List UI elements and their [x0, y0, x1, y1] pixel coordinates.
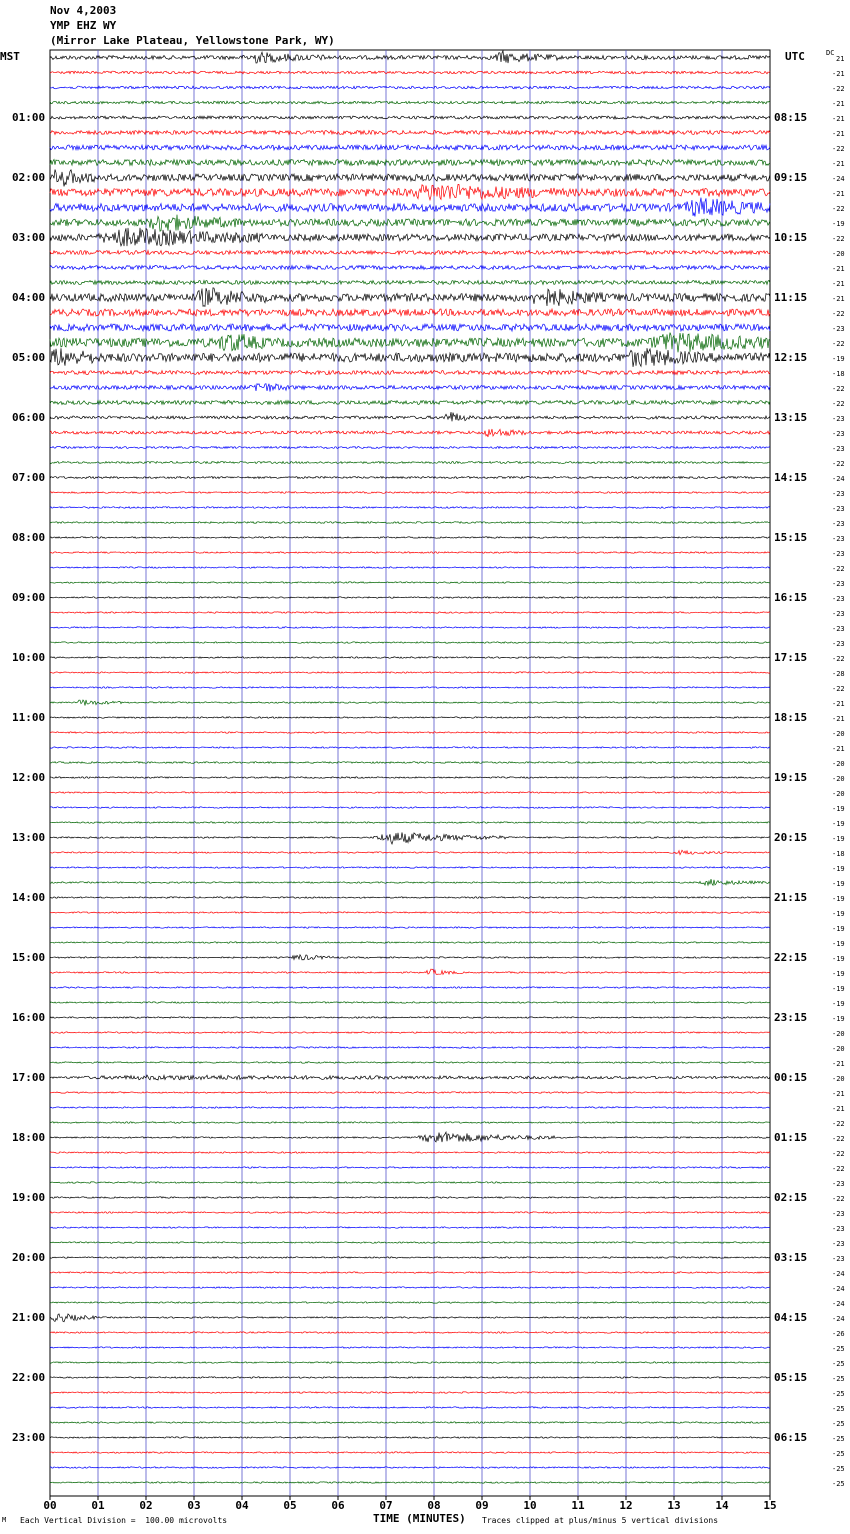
seismogram-trace-79: [50, 1242, 770, 1243]
left-hour-label: 14:00: [12, 890, 46, 904]
seismogram-trace-61: [50, 969, 770, 974]
right-hour-label: 22:15: [774, 950, 808, 964]
seismogram-trace-9: [50, 184, 770, 200]
seismogram-trace-26: [50, 447, 770, 449]
dc-offset-label: -22: [832, 384, 845, 393]
dc-offset-label: -25: [832, 1434, 845, 1443]
dc-offset-label: -21: [832, 159, 845, 168]
dc-offset-label: -21: [832, 69, 845, 78]
seismogram-trace-36: [50, 597, 770, 598]
dc-offset-label: -22: [832, 1164, 845, 1173]
dc-offset-label: -18: [832, 849, 845, 858]
dc-offset-label: -22: [832, 459, 845, 468]
seismogram-trace-58: [50, 927, 770, 928]
seismogram-trace-72: [50, 1132, 770, 1142]
dc-offset-label: -19: [832, 864, 845, 873]
seismogram-trace-10: [50, 198, 770, 217]
dc-offset-label: -23: [832, 444, 845, 453]
station-label: YMP EHZ WY: [50, 19, 117, 32]
dc-offset-label: -23: [832, 489, 845, 498]
seismogram-trace-28: [50, 477, 770, 479]
dc-offset-label: -24: [832, 474, 845, 483]
dc-offset-label: -24: [832, 1314, 845, 1323]
seismogram-trace-49: [50, 792, 770, 793]
seismogram-trace-8: [50, 170, 770, 187]
right-hour-label: 14:15: [774, 470, 808, 484]
x-axis-title: TIME (MINUTES): [373, 1512, 466, 1525]
left-hour-label: 08:00: [12, 530, 46, 544]
left-hour-label: 12:00: [12, 770, 46, 784]
dc-offset-label: -21: [832, 189, 845, 198]
dc-offset-label: -23: [832, 1179, 845, 1188]
seismogram-trace-11: [50, 215, 770, 232]
seismogram-trace-62: [50, 987, 770, 988]
dc-offset-label: -21: [832, 99, 845, 108]
seismogram-trace-56: [50, 897, 770, 898]
dc-offset-label: -25: [832, 1344, 845, 1353]
dc-offset-label: -21: [832, 1089, 845, 1098]
seismogram-trace-74: [50, 1167, 770, 1168]
dc-offset-label: -20: [832, 1074, 845, 1083]
dc-offset-label: -19: [832, 939, 845, 948]
dc-offset-label: -19: [832, 354, 845, 363]
x-tick-label: 05: [283, 1499, 297, 1512]
dc-offset-label: -22: [832, 1149, 845, 1158]
dc-offset-label: -22: [832, 144, 845, 153]
seismogram-trace-12: [50, 228, 770, 246]
seismogram-trace-51: [50, 822, 770, 823]
seismogram-trace-23: [50, 401, 770, 405]
dc-offset-label: -22: [832, 564, 845, 573]
dc-offset-label: -20: [832, 759, 845, 768]
dc-offset-label: -23: [832, 1239, 845, 1248]
dc-offset-label: -19: [832, 1014, 845, 1023]
seismogram-trace-88: [50, 1377, 770, 1378]
seismogram-trace-75: [50, 1182, 770, 1183]
dc-offset-label: -21: [832, 114, 845, 123]
right-hour-label: 03:15: [774, 1250, 808, 1264]
dc-offset-label: -21: [832, 699, 845, 708]
left-hour-label: 06:00: [12, 410, 46, 424]
dc-offset-label: -19: [832, 954, 845, 963]
seismogram-trace-73: [50, 1152, 770, 1153]
dc-label: DC: [826, 49, 835, 57]
seismogram-trace-15: [50, 281, 770, 285]
dc-offset-label: -22: [832, 684, 845, 693]
left-hour-label: 19:00: [12, 1190, 46, 1204]
right-hour-label: 12:15: [774, 350, 808, 364]
dc-offset-label: -22: [832, 1119, 845, 1128]
x-tick-label: 12: [619, 1499, 633, 1512]
right-timezone-label: UTC: [785, 50, 805, 63]
dc-offset-label: -23: [832, 534, 845, 543]
left-hour-label: 16:00: [12, 1010, 46, 1024]
dc-offset-label: -19: [832, 984, 845, 993]
seismogram-trace-85: [50, 1332, 770, 1333]
dc-offset-label: -24: [832, 174, 845, 183]
seismogram-trace-6: [50, 145, 770, 150]
dc-offset-label: -23: [832, 639, 845, 648]
right-hour-label: 13:15: [774, 410, 808, 424]
left-timezone-label: MST: [0, 50, 20, 63]
dc-offset-label: -25: [832, 1449, 845, 1458]
left-hour-label: 03:00: [12, 230, 46, 244]
dc-offset-label: -23: [832, 504, 845, 513]
seismogram-trace-55: [50, 879, 770, 885]
seismogram-trace-1: [50, 71, 770, 74]
left-hour-label: 10:00: [12, 650, 46, 664]
location-label: (Mirror Lake Plateau, Yellowstone Park, WY): [50, 34, 335, 47]
seismogram-traces: [50, 51, 770, 1483]
seismogram-trace-53: [50, 850, 770, 855]
dc-offset-label: -20: [832, 249, 845, 258]
left-hour-label: 20:00: [12, 1250, 46, 1264]
left-hour-label: 15:00: [12, 950, 46, 964]
seismogram-trace-25: [50, 429, 770, 437]
seismogram-trace-63: [50, 1002, 770, 1003]
x-tick-label: 08: [427, 1499, 441, 1512]
right-hour-label: 11:15: [774, 290, 808, 304]
seismogram-trace-83: [50, 1302, 770, 1303]
seismogram-trace-3: [50, 101, 770, 104]
seismogram-trace-16: [50, 288, 770, 307]
dc-offset-label: -21: [832, 279, 845, 288]
dc-offset-label: -20: [832, 789, 845, 798]
dc-offset-label: -25: [832, 1374, 845, 1383]
dc-offset-label: -23: [832, 324, 845, 333]
dc-offset-label: -25: [832, 1464, 845, 1473]
right-hour-label: 00:15: [774, 1070, 808, 1084]
right-hour-label: 04:15: [774, 1310, 808, 1324]
seismogram-trace-46: [50, 747, 770, 748]
x-axis: [43, 1496, 776, 1512]
seismogram-trace-5: [50, 131, 770, 135]
dc-offset-label: -19: [832, 999, 845, 1008]
seismogram-trace-21: [50, 371, 770, 375]
seismogram-trace-65: [50, 1032, 770, 1033]
x-tick-label: 09: [475, 1499, 489, 1512]
left-hour-label: 04:00: [12, 290, 46, 304]
dc-offset-label: -23: [832, 579, 845, 588]
dc-offset-label: -23: [832, 549, 845, 558]
seismogram-trace-94: [50, 1467, 770, 1468]
seismogram-trace-44: [50, 717, 770, 718]
seismogram-trace-95: [50, 1482, 770, 1483]
seismogram-trace-20: [50, 348, 770, 367]
dc-offset-label: -23: [832, 519, 845, 528]
x-tick-label: 14: [715, 1499, 729, 1512]
left-hour-label: 11:00: [12, 710, 46, 724]
right-hour-label: 01:15: [774, 1130, 808, 1144]
dc-offset-label: -19: [832, 804, 845, 813]
dc-offset-label: -22: [832, 399, 845, 408]
seismogram-trace-91: [50, 1422, 770, 1423]
left-hour-label: 23:00: [12, 1430, 46, 1444]
dc-offset-label: -23: [832, 1254, 845, 1263]
x-tick-label: 07: [379, 1499, 393, 1512]
dc-offset-label: -23: [832, 594, 845, 603]
dc-offset-label: -21: [832, 714, 845, 723]
dc-offset-label: -19: [832, 924, 845, 933]
left-hour-label: 02:00: [12, 170, 46, 184]
dc-offset-label: -19: [832, 969, 845, 978]
date-label: Nov 4,2003: [50, 4, 117, 17]
seismogram-trace-37: [50, 612, 770, 613]
dc-offset-label: 21: [836, 54, 845, 63]
seismogram-trace-33: [50, 552, 770, 553]
dc-offset-label: -25: [832, 1359, 845, 1368]
right-hour-label: 08:15: [774, 110, 808, 124]
seismogram-trace-2: [50, 86, 770, 89]
dc-offset-label: -23: [832, 1224, 845, 1233]
dc-offset-label: -25: [832, 1389, 845, 1398]
dc-offset-label: -21: [832, 294, 845, 303]
dc-offset-label: -26: [832, 1329, 845, 1338]
dc-offset-label: -22: [832, 654, 845, 663]
right-hour-label: 10:15: [774, 230, 808, 244]
seismogram-trace-47: [50, 762, 770, 764]
right-hour-label: 05:15: [774, 1370, 808, 1384]
right-hour-label: 20:15: [774, 830, 808, 844]
left-hour-label: 18:00: [12, 1130, 46, 1144]
x-tick-label: 01: [91, 1499, 105, 1512]
dc-offset-label: -20: [832, 774, 845, 783]
dc-offset-label: -19: [832, 894, 845, 903]
seismogram-trace-14: [50, 266, 770, 270]
seismogram-trace-0: [50, 51, 770, 63]
seismogram-trace-69: [50, 1092, 770, 1093]
right-hour-label: 19:15: [774, 770, 808, 784]
seismogram-trace-7: [50, 160, 770, 166]
seismogram-trace-19: [50, 333, 770, 353]
seismogram-trace-22: [50, 384, 770, 392]
corner-mark: M: [2, 1516, 7, 1524]
right-hour-label: 23:15: [774, 1010, 808, 1024]
dc-offset-label: -18: [832, 369, 845, 378]
x-tick-label: 03: [187, 1499, 201, 1512]
x-tick-label: 02: [139, 1499, 153, 1512]
scale-note: Each Vertical Division = 100.00 microvolts: [20, 1516, 228, 1525]
seismogram-trace-87: [50, 1362, 770, 1363]
dc-offset-label: -20: [832, 729, 845, 738]
right-hour-label: 06:15: [774, 1430, 808, 1444]
seismogram-trace-50: [50, 807, 770, 808]
seismogram-trace-18: [50, 324, 770, 331]
dc-offset-label: -22: [832, 339, 845, 348]
dc-offset-label: -19: [832, 219, 845, 228]
dc-offset-label: -19: [832, 834, 845, 843]
dc-offset-label: -19: [832, 819, 845, 828]
x-tick-label: 04: [235, 1499, 249, 1512]
dc-offset-label: -21: [832, 1059, 845, 1068]
x-tick-label: 11: [571, 1499, 585, 1512]
x-tick-label: 10: [523, 1499, 537, 1512]
dc-offset-label: -21: [832, 744, 845, 753]
dc-offset-label: -22: [832, 234, 845, 243]
left-hour-label: 07:00: [12, 470, 46, 484]
seismogram-trace-81: [50, 1272, 770, 1273]
seismogram-trace-31: [50, 522, 770, 524]
dc-offset-label: -23: [832, 1209, 845, 1218]
dc-offset-label: -24: [832, 1284, 845, 1293]
dc-offset-label: -24: [832, 1269, 845, 1278]
x-tick-label: 06: [331, 1499, 345, 1512]
dc-offset-label: -23: [832, 624, 845, 633]
seismogram-trace-78: [50, 1227, 770, 1228]
left-hour-label: 13:00: [12, 830, 46, 844]
dc-offset-label: -22: [832, 309, 845, 318]
dc-offset-label: -25: [832, 1479, 845, 1488]
seismogram-trace-92: [50, 1437, 770, 1438]
x-tick-label: 15: [763, 1499, 777, 1512]
seismogram-trace-59: [50, 942, 770, 943]
seismogram-trace-67: [50, 1062, 770, 1063]
dc-offset-label: -19: [832, 909, 845, 918]
seismogram-trace-39: [50, 642, 770, 643]
dc-offset-label: -25: [832, 1404, 845, 1413]
seismogram-trace-30: [50, 507, 770, 509]
seismogram-trace-43: [50, 700, 770, 706]
seismogram-trace-68: [50, 1075, 770, 1080]
seismogram-trace-4: [50, 116, 770, 119]
seismogram-trace-17: [50, 309, 770, 316]
dc-offset-label: -20: [832, 1044, 845, 1053]
dc-offset-label: -22: [832, 204, 845, 213]
x-tick-label: 00: [43, 1499, 57, 1512]
seismogram-trace-29: [50, 492, 770, 494]
seismogram-trace-13: [50, 251, 770, 255]
seismogram-trace-71: [50, 1122, 770, 1123]
dc-offset-label: -22: [832, 84, 845, 93]
seismogram-trace-40: [50, 657, 770, 658]
dc-offset-label: -23: [832, 429, 845, 438]
dc-offset-label: -21: [832, 264, 845, 273]
seismogram-trace-54: [50, 867, 770, 868]
seismogram-trace-84: [50, 1314, 770, 1322]
dc-offset-label: -22: [832, 1194, 845, 1203]
clip-note: Traces clipped at plus/minus 5 vertical divisions: [482, 1516, 719, 1525]
seismogram-trace-38: [50, 627, 770, 628]
seismogram-trace-60: [50, 955, 770, 960]
seismogram-trace-66: [50, 1047, 770, 1048]
seismogram-trace-45: [50, 732, 770, 733]
seismogram-trace-34: [50, 567, 770, 568]
seismogram-trace-24: [50, 412, 770, 421]
dc-offset-label: -20: [832, 1029, 845, 1038]
dc-offset-label: -21: [832, 1104, 845, 1113]
right-hour-label: 09:15: [774, 170, 808, 184]
left-hour-label: 09:00: [12, 590, 46, 604]
seismogram-trace-52: [50, 832, 770, 844]
seismogram-trace-77: [50, 1212, 770, 1213]
seismogram-trace-42: [50, 687, 770, 688]
left-hour-label: 21:00: [12, 1310, 46, 1324]
seismogram-trace-89: [50, 1392, 770, 1393]
seismogram-trace-48: [50, 777, 770, 778]
seismogram-trace-70: [50, 1107, 770, 1108]
left-hour-label: 05:00: [12, 350, 46, 364]
right-hour-label: 17:15: [774, 650, 808, 664]
dc-offset-label: -19: [832, 879, 845, 888]
x-tick-label: 13: [667, 1499, 681, 1512]
seismogram-trace-90: [50, 1407, 770, 1408]
seismogram-trace-27: [50, 462, 770, 464]
right-hour-label: 02:15: [774, 1190, 808, 1204]
seismogram-trace-86: [50, 1347, 770, 1348]
right-hour-label: 16:15: [774, 590, 808, 604]
right-hour-label: 18:15: [774, 710, 808, 724]
dc-offset-label: -21: [832, 129, 845, 138]
dc-offset-label: -23: [832, 414, 845, 423]
dc-offset-label: -25: [832, 1419, 845, 1428]
seismogram-trace-82: [50, 1287, 770, 1288]
seismogram-trace-32: [50, 537, 770, 538]
seismogram-trace-64: [50, 1017, 770, 1018]
seismogram-trace-80: [50, 1257, 770, 1258]
left-hour-label: 01:00: [12, 110, 46, 124]
dc-offset-label: -24: [832, 1299, 845, 1308]
dc-offset-label: -22: [832, 1134, 845, 1143]
seismogram-trace-35: [50, 582, 770, 583]
seismogram-trace-57: [50, 912, 770, 913]
left-hour-label: 17:00: [12, 1070, 46, 1084]
left-hour-label: 22:00: [12, 1370, 46, 1384]
right-hour-label: 21:15: [774, 890, 808, 904]
seismogram-trace-41: [50, 672, 770, 673]
dc-offset-label: -23: [832, 609, 845, 618]
seismogram-trace-93: [50, 1452, 770, 1453]
dc-offset-label: -28: [832, 669, 845, 678]
right-hour-label: 15:15: [774, 530, 808, 544]
seismogram-trace-76: [50, 1197, 770, 1198]
